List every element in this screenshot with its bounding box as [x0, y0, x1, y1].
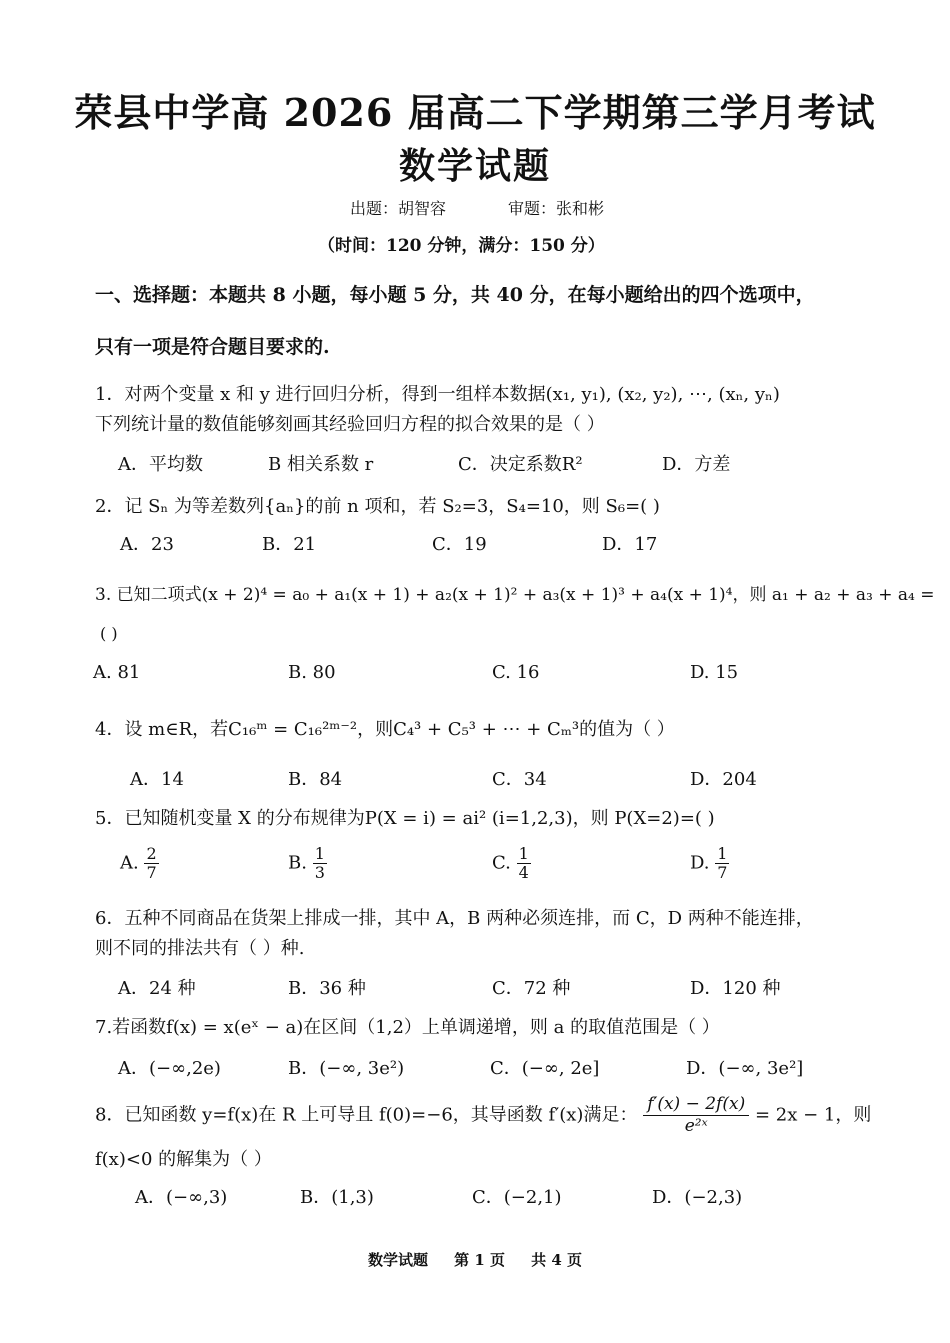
question-4-option-b: B．84	[288, 769, 343, 790]
reviewer-label: 审题：张和彬	[508, 199, 605, 218]
fraction-denominator: e²ˣ	[684, 1116, 708, 1136]
page-footer	[0, 1249, 950, 1270]
question-7-option-d: D．(−∞, 3e²]	[686, 1058, 804, 1079]
question-2-option-b: B．21	[262, 534, 317, 555]
author-line	[350, 196, 604, 219]
question-6-option-a: A．24 种	[118, 978, 196, 999]
section-heading-cont: 只有一项是符合题目要求的.	[95, 336, 330, 358]
question-1-option-c: C．决定系数R²	[458, 454, 583, 475]
question-6-stem-cont: 则不同的排法共有（ ）种.	[95, 938, 305, 959]
fraction-numerator: f′(x) − 2f(x)	[643, 1094, 749, 1116]
option-label: C.	[492, 852, 511, 874]
fraction-numerator: 1	[314, 844, 325, 863]
question-1-option-d: D．方差	[662, 454, 731, 475]
footer-subject: 数学试题	[367, 1251, 428, 1269]
question-8-stem	[95, 1094, 871, 1137]
question-7-option-c: C．(−∞, 2e]	[490, 1058, 600, 1079]
question-7-option-a: A．(−∞,2e)	[118, 1058, 221, 1079]
question-3-stem-cont: ( )	[100, 624, 118, 643]
fraction-denominator: 7	[146, 863, 157, 882]
question-1-option-b: B 相关系数 r	[268, 454, 374, 475]
question-8-option-c: C．(−2,1)	[472, 1187, 562, 1208]
question-3-option-d: D. 15	[690, 662, 739, 683]
question-6-option-d: D．120 种	[690, 978, 781, 999]
fraction	[144, 845, 158, 882]
option-label: D.	[690, 852, 710, 874]
question-4-option-c: C．34	[492, 769, 547, 790]
question-2-option-d: D．17	[602, 534, 658, 555]
question-4-option-a: A．14	[130, 769, 184, 790]
fraction	[715, 845, 729, 882]
fraction-numerator: 1	[717, 844, 728, 863]
question-4-stem: 4．设 m∈R，若C₁₆ᵐ = C₁₆²ᵐ⁻²，则C₄³ + C₅³ + ⋯ + Cₘ³的值为（ ）	[95, 719, 675, 740]
question-5-option-d	[690, 845, 729, 882]
fraction	[313, 845, 327, 882]
question-8-text-cont: = 2x − 1，则	[754, 1104, 872, 1126]
fraction-denominator: 4	[518, 863, 529, 882]
fraction-numerator: 1	[518, 844, 529, 863]
exam-title: 荣县中学高 2026 届高二下学期第三学月考试	[74, 90, 876, 135]
question-3-stem: 3. 已知二项式(x + 2)⁴ = a₀ + a₁(x + 1) + a₂(x + 1)² + a₃(x + 1)³ + a₄(x + 1)⁴，则 a₁ + a₂ + a₃ + a₄ =	[95, 585, 935, 605]
footer-page-number: 第 1 页	[454, 1251, 505, 1269]
question-1-option-a: A．平均数	[118, 454, 203, 475]
question-8-option-b: B．(1,3)	[300, 1187, 374, 1208]
exam-subtitle: 数学试题	[398, 145, 551, 187]
question-5-stem: 5．已知随机变量 X 的分布规律为P(X = i) = ai² (i=1,2,3)，则 P(X=2)=( )	[95, 808, 715, 829]
question-1-stem-cont: 下列统计量的数值能够刻画其经验回归方程的拟合效果的是（ ）	[95, 414, 605, 435]
derivative-fraction	[643, 1094, 749, 1137]
fraction-denominator: 7	[717, 863, 728, 882]
question-6-stem: 6．五种不同商品在货架上排成一排，其中 A，B 两种必须连排，而 C，D 两种不能连排，	[95, 908, 814, 929]
question-3-option-b: B. 80	[288, 662, 336, 683]
fraction	[517, 845, 531, 882]
question-7-stem: 7.若函数f(x) = x(eˣ − a)在区间（1,2）上单调递增，则 a 的取值范围是（ ）	[95, 1017, 720, 1038]
fraction-denominator: 3	[314, 863, 325, 882]
question-7-option-b: B．(−∞, 3e²)	[288, 1058, 405, 1079]
time-info: （时间：120 分钟，满分：150 分）	[318, 236, 605, 256]
question-2-option-c: C．19	[432, 534, 487, 555]
question-8-option-d: D．(−2,3)	[652, 1187, 743, 1208]
question-2-option-a: A．23	[120, 534, 174, 555]
question-8-option-a: A．(−∞,3)	[135, 1187, 228, 1208]
question-1-stem: 1．对两个变量 x 和 y 进行回归分析，得到一组样本数据(x₁, y₁), (x₂, y₂), ⋯, (xₙ, yₙ)	[95, 384, 780, 405]
question-4-option-d: D．204	[690, 769, 757, 790]
question-3-option-a: A. 81	[93, 662, 141, 683]
option-label: B.	[288, 852, 307, 874]
option-label: A.	[120, 852, 139, 874]
setter-label: 出题：胡智容	[350, 199, 447, 218]
footer-total-pages: 共 4 页	[531, 1251, 583, 1269]
question-5-option-c	[492, 845, 531, 882]
question-2-stem: 2．记 Sₙ 为等差数列{aₙ}的前 n 项和，若 S₂=3，S₄=10，则 S₆=( )	[95, 496, 660, 517]
fraction-numerator: 2	[146, 844, 157, 863]
section-heading: 一、选择题：本题共 8 小题，每小题 5 分，共 40 分，在每小题给出的四个选项中，	[95, 284, 815, 306]
question-8-text: 8．已知函数 y=f(x)在 R 上可导且 f(0)=−6，其导函数 f′(x)满足：	[95, 1104, 638, 1126]
question-5-option-b	[288, 845, 327, 882]
question-6-option-b: B．36 种	[288, 978, 366, 999]
question-3-option-c: C. 16	[492, 662, 540, 683]
question-8-stem-cont: f(x)<0 的解集为（ ）	[95, 1149, 272, 1170]
question-6-option-c: C．72 种	[492, 978, 571, 999]
question-5-option-a	[120, 845, 159, 882]
